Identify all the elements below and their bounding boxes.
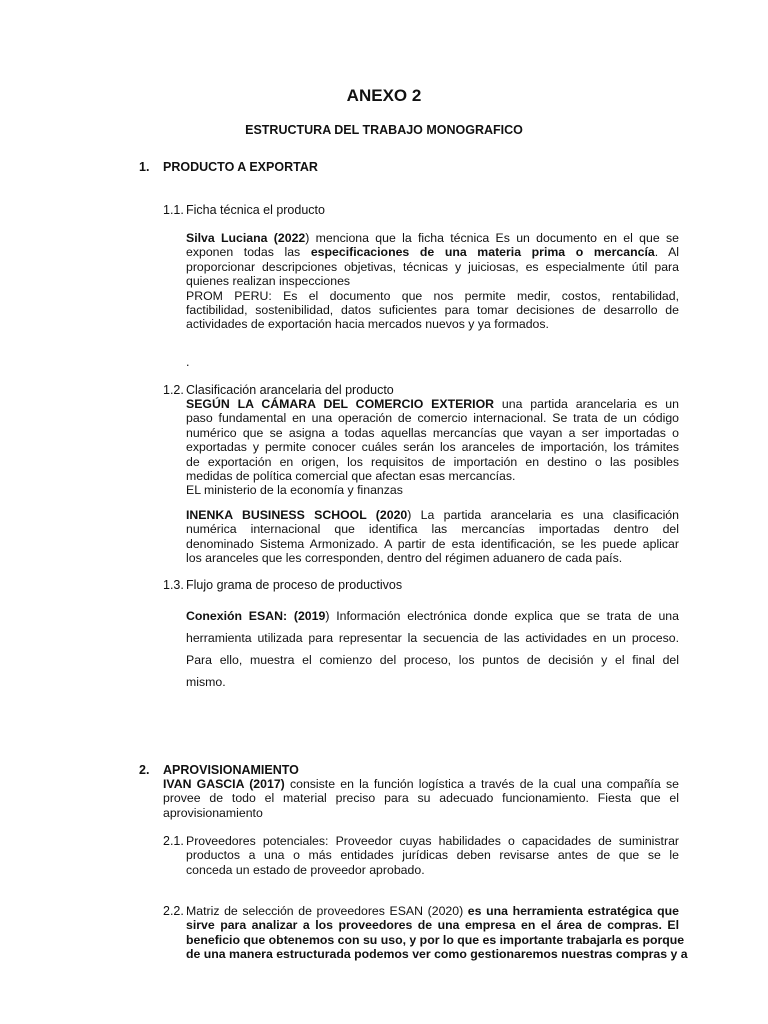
page-title: ANEXO 2 [346,86,422,105]
paragraph-matriz-seleccion [186,904,688,962]
subsection-number: 2.2. [163,904,184,918]
section-1-heading [139,160,318,174]
text-line: factibilidad, sostenibilidad, datos suficientes para tomar decisiones de desarrollo de [186,302,679,317]
text-line: provee de todo el material preciso para su adecuado funcionamiento. Fiesta que el [163,791,679,806]
subsection-title: Clasificación arancelaria del producto [186,383,394,397]
text-line: PROM PERU: Es el documento que nos permite medir, costos, rentabilidad, [186,288,679,303]
paragraph-ficha-tecnica [186,231,679,332]
subsection-number: 2.1. [163,834,184,848]
subsection-title: Ficha técnica el producto [186,203,325,217]
text-line: denominado Sistema Armonizado. A partir de esta identificación, se les puede aplicar [186,536,679,551]
text-line: de exportación en origen, los requisitos de importación en destino o las posibles [186,454,679,469]
citation-author: Conexión ESAN: (2019 [186,609,326,623]
text-line: . Al [654,245,680,260]
paragraph-flujograma [186,605,679,693]
subsection-1-2-heading [163,383,394,397]
text-line: Matriz de selección de proveedores ESAN (2020) [186,904,468,918]
text-line: aprovisionamiento [163,805,263,820]
text-line: quienes realizan inspecciones [186,274,351,289]
citation-author: Silva Luciana (2022 [186,231,306,245]
subsection-2-2-number [163,904,186,918]
text-line: exportadas y permite conocer cuáles serán los aranceles de importación, los trámites [186,440,679,455]
section-2-heading [139,763,299,777]
subsection-1-1-heading [163,203,325,217]
text-line: medidas de política comercial que afectan esas mercancías. [186,468,516,483]
text-line: sirve para analizar a los proveedores de una empresa en el área de compras. El [186,918,679,933]
text-line: los aranceles que les corresponden, dentro del régimen aduanero de cada país. [186,551,623,566]
text-line: productos a una o más entidades jurídicas deben revisarse antes de que se le [186,848,679,863]
section-title: APROVISIONAMIENTO [163,763,299,777]
page-subtitle: ESTRUCTURA DEL TRABAJO MONOGRAFICO [245,123,523,137]
text-line: ) Información electrónica donde explica que se trata de una [325,609,679,623]
subsection-number: 1.2. [163,383,184,397]
paragraph-clasificacion [186,397,679,498]
text-line: EL ministerio de la economía y finanzas [186,483,403,498]
text-line: actividades de exportación hacia mercados nuevos y ya formados. [186,317,549,332]
text-line: ) menciona que la ficha técnica Es un documento en el que se [305,231,679,245]
text-line: paso fundamental en una operación de comercio internacional. Se trata de un código [186,411,679,426]
paragraph-aprovisionamiento [163,777,679,820]
subsection-2-1-number [163,834,186,848]
text-line: una partida arancelaria es un [494,397,679,411]
text-line: herramienta utilizada para representar la secuencia de las actividades en un proceso. [186,631,679,645]
text-line: consiste en la función logística a través de la cual una compañía se [284,777,679,791]
citation-author: SEGÚN LA CÁMARA DEL COMERCIO EXTERIOR [186,397,495,411]
text-line: ) La partida arancelaria es una clasificación [407,508,679,522]
paragraph-proveedores-potenciales [186,834,679,877]
bold-phrase: especificaciones de una materia prima o mercancía [310,245,655,260]
text-line: conceda un estado de proveedor aprobado. [186,862,425,877]
text-line: de una manera estructurada podemos ver como gestionaremos nuestras compras y a [186,947,688,962]
text-line: mismo. [186,675,226,689]
citation-author: IVAN GASCIA (2017) [163,777,285,791]
text-line: numérica internacional que identifica las mercancías importadas dentro del [186,522,679,537]
section-title: PRODUCTO A EXPORTAR [163,160,318,174]
bold-phrase: es una herramienta estratégica que [467,904,679,918]
subsection-number: 1.3. [163,578,184,592]
text-line: exponen todas las [186,245,311,260]
text-line: numérico que se asigna a todas aquellas mercancías que vayan a ser importadas o [186,425,679,440]
text-line: Para ello, muestra el comienzo del proceso, los puntos de decisión y el final del [186,653,679,667]
subsection-number: 1.1. [163,203,184,217]
stray-dot: . [186,355,190,369]
section-number: 1. [139,160,150,174]
text-line: Proveedores potenciales: Proveedor cuyas habilidades o capacidades de suministrar [186,834,679,848]
text-line: beneficio que obtenemos con su uso, y por lo que es importante trabajarla es porque [186,932,685,947]
paragraph-inenka [186,508,679,566]
subsection-title: Flujo grama de proceso de productivos [186,578,403,592]
text-line: proporcionar descripciones objetivas, técnicas y juiciosas, es especialmente útil para [186,259,679,274]
subsection-1-3-heading [163,578,402,592]
section-number: 2. [139,763,150,777]
citation-author: INENKA BUSINESS SCHOOL (2020 [186,508,408,522]
